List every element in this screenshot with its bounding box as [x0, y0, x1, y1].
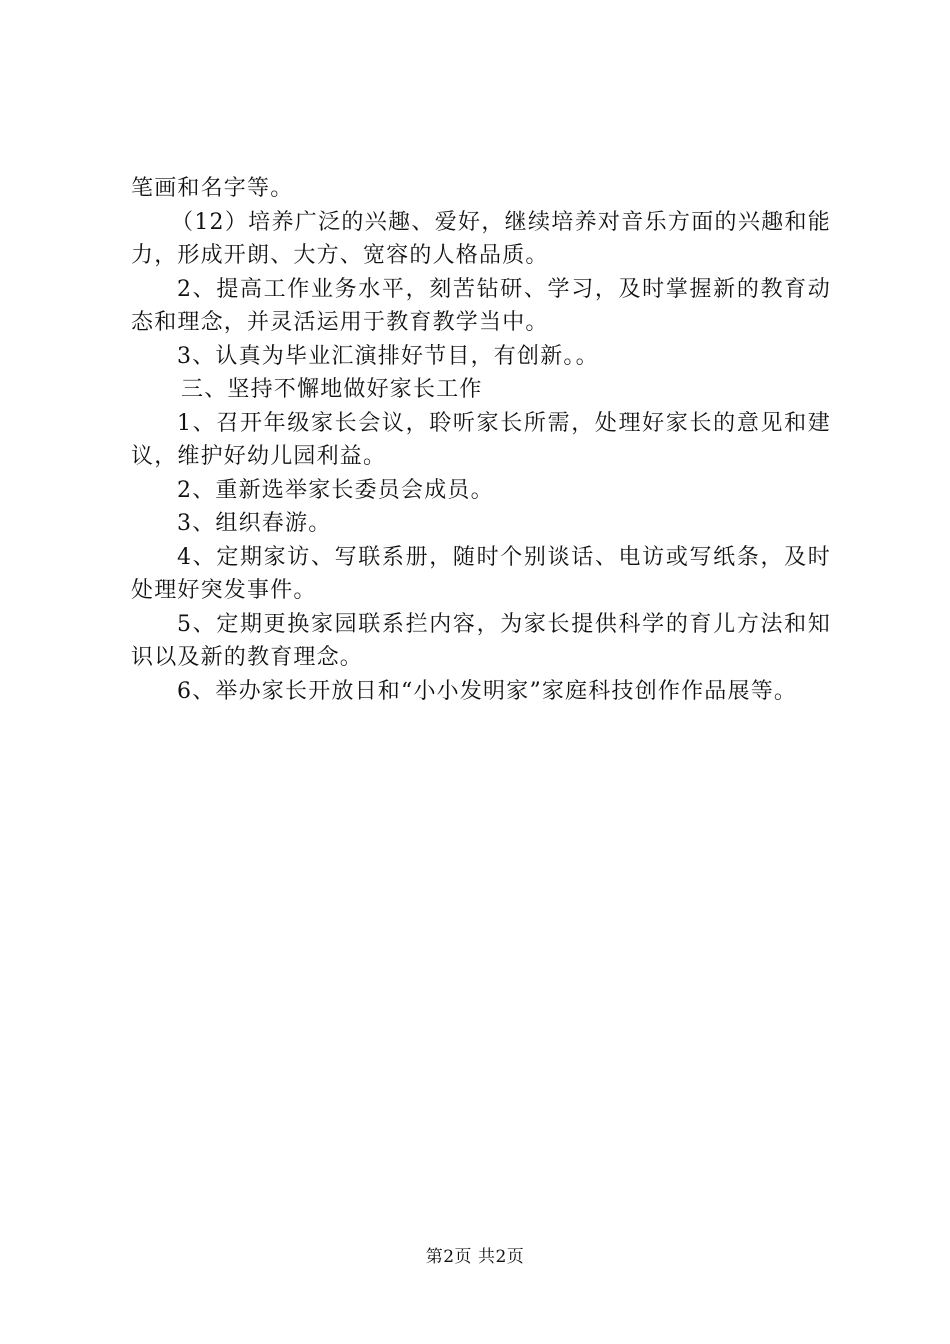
paragraph-parent-item-6: 6、举办家长开放日和“小小发明家”家庭科技创作作品展等。 [177, 678, 798, 704]
paragraph-parent-item-5: 5、定期更换家园联系拦内容，为家长提供科学的育儿方法和知识以及新的教育理念。 [131, 611, 831, 670]
paragraph-continuation: 笔画和名字等。 [131, 176, 294, 201]
paragraph-item-3: 3、认真为毕业汇演排好节目，有创新。。 [177, 343, 599, 369]
document-body [131, 172, 831, 708]
paragraph-item-2: 2、提高工作业务水平，刻苦钻研、学习，及时掌握新的教育动态和理念，并灵活运用于教育教学当中。 [131, 276, 831, 335]
paragraph-parent-item-1: 1、召开年级家长会议，聆听家长所需，处理好家长的意见和建议，维护好幼儿园利益。 [131, 410, 831, 469]
paragraph-parent-item-4: 4、定期家访、写联系册，随时个别谈话、电访或写纸条，及时处理好突发事件。 [131, 544, 831, 603]
paragraph-parent-item-2: 2、重新选举家长委员会成员。 [177, 477, 494, 503]
paragraph-parent-item-3: 3、组织春游。 [177, 511, 332, 536]
paragraph-item-12: （12）培养广泛的兴趣、爱好，继续培养对音乐方面的兴趣和能力，形成开朗、大方、宽容的人格品质。 [131, 209, 831, 268]
section-heading-parent-work: 三、坚持不懈地做好家长工作 [181, 377, 483, 402]
page-number-footer: 第2页 共2页 [425, 1247, 525, 1267]
